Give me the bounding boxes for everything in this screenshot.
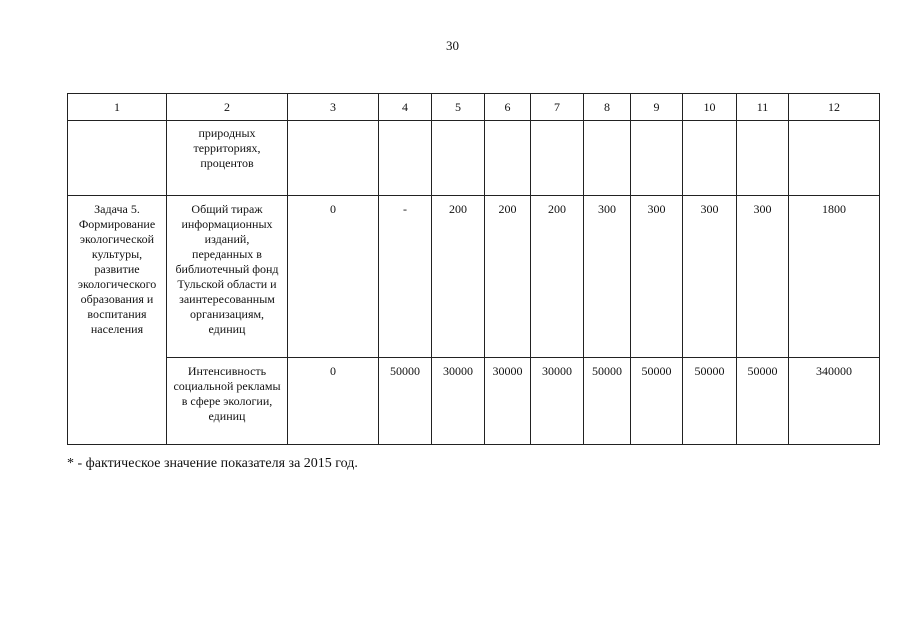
column-header: 3: [288, 94, 379, 121]
value-cell: 300: [584, 196, 631, 358]
indicator-cell: Интенсивность социальной рекламы в сфере экологии, единиц: [167, 358, 288, 445]
column-header: 8: [584, 94, 631, 121]
value-cell: -: [379, 196, 432, 358]
column-header: 4: [379, 94, 432, 121]
column-header: 12: [789, 94, 880, 121]
value-cell: 50000: [683, 358, 737, 445]
value-cell: [531, 121, 584, 196]
value-cell: [485, 121, 531, 196]
column-header: 10: [683, 94, 737, 121]
table-row: [68, 196, 880, 358]
value-cell: 300: [683, 196, 737, 358]
value-cell: 30000: [485, 358, 531, 445]
value-cell: 300: [631, 196, 683, 358]
value-cell: 0: [288, 196, 379, 358]
column-header: 5: [432, 94, 485, 121]
value-cell: 200: [432, 196, 485, 358]
indicator-cell: природных территориях, процентов: [167, 121, 288, 196]
value-cell: 50000: [379, 358, 432, 445]
value-cell: 300: [737, 196, 789, 358]
value-cell: 0: [288, 358, 379, 445]
value-cell: 340000: [789, 358, 880, 445]
task-cell: [68, 121, 167, 196]
value-cell: [288, 121, 379, 196]
value-cell: 50000: [737, 358, 789, 445]
value-cell: 1800: [789, 196, 880, 358]
value-cell: [789, 121, 880, 196]
column-header: 2: [167, 94, 288, 121]
value-cell: [737, 121, 789, 196]
value-cell: 200: [531, 196, 584, 358]
value-cell: 50000: [584, 358, 631, 445]
footnote: * - фактическое значение показателя за 2015 год.: [67, 456, 358, 471]
value-cell: [683, 121, 737, 196]
indicator-cell: Общий тираж информационных изданий, переданных в библиотечный фонд Тульской области и заинтересованным организациям, единиц: [167, 196, 288, 358]
column-header: 7: [531, 94, 584, 121]
table-header-row: [68, 94, 880, 121]
column-header: 9: [631, 94, 683, 121]
value-cell: [432, 121, 485, 196]
column-header: 11: [737, 94, 789, 121]
value-cell: [631, 121, 683, 196]
value-cell: [584, 121, 631, 196]
table-row: [68, 358, 880, 445]
value-cell: 50000: [631, 358, 683, 445]
table-row: [68, 121, 880, 196]
page-number: 30: [446, 38, 459, 53]
column-header: 6: [485, 94, 531, 121]
value-cell: 200: [485, 196, 531, 358]
value-cell: 30000: [432, 358, 485, 445]
indicator-table: [67, 93, 880, 445]
task-cell: Задача 5. Формирование экологической культуры, развитие экологического образования и воспитания населения: [68, 196, 167, 445]
value-cell: 30000: [531, 358, 584, 445]
column-header: 1: [68, 94, 167, 121]
value-cell: [379, 121, 432, 196]
